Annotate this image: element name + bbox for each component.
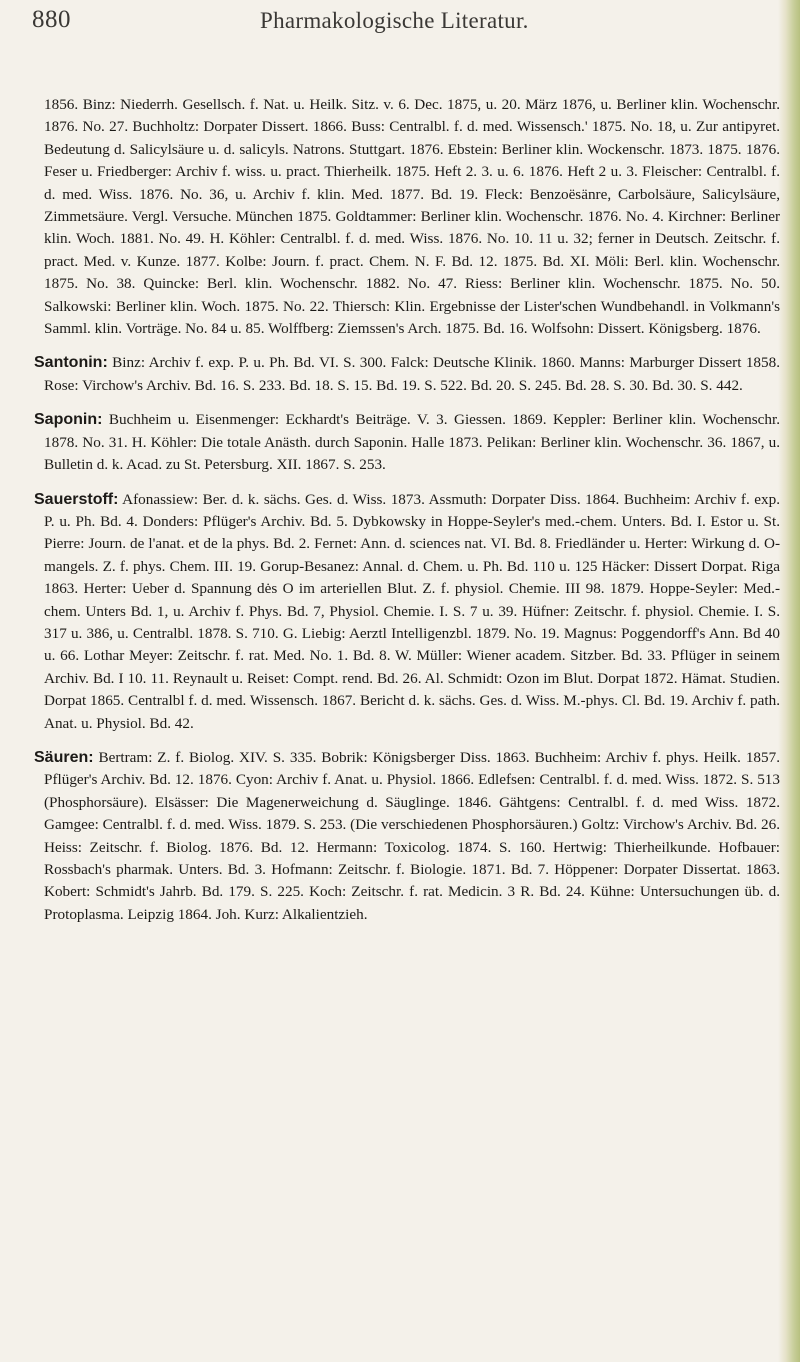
page-number: 880 (32, 6, 71, 33)
bibliography-entry-saponin (34, 409, 780, 476)
bibliography-entry-continued (34, 94, 780, 340)
entry-term: Säuren: (34, 748, 94, 766)
entry-term: Saponin: (34, 411, 103, 429)
bibliography-entry-santonin (34, 352, 780, 397)
bibliography-entry-sauerstoff (34, 489, 780, 735)
bibliography-body (34, 94, 780, 926)
entry-term: Santonin: (34, 354, 108, 372)
running-title: Pharmakologische Literatur. (260, 8, 529, 33)
page-edge-shadow (778, 0, 800, 1362)
bibliography-entry-saeuren (34, 747, 780, 926)
entry-text: Binz: Archiv f. exp. P. u. Ph. Bd. VI. S. 300. Falck: Deutsche Klinik. 1860. Manns: Marburger Dissert 1858. Rose: Virchow's Archiv. Bd. 16. S. 233. Bd. 18. S. 15. Bd. 19. S. 522. Bd. 20. S. 245. Bd. 28. S. 30. Bd. 30. S. 442. (44, 354, 780, 394)
entry-text: 1856. Binz: Niederrh. Gesellsch. f. Nat. u. Heilk. Sitz. v. 6. Dec. 1875, u. 20. März 1876, u. Berliner klin. Wochenschr. 1876. No. 27. Buchholtz: Dorpater Dissert. 1866. Buss: Centralbl. f. d. med. Wissensch.' 1875. No. 18, u. Zur antipyret. Bedeutung d. Salicylsäure u. d. salicyls. Natrons. Stuttgart. 1876. Ebstein: Berliner klin. Wockenschr. 1873. 1875. 1876. Feser u. Friedberger: Archiv f. wiss. u. pract. Thierheilk. 1875. Heft 2. 3. u. 6. 1876. Heft 2 u. 3. Fleischer: Centralbl. f. d. med. Wiss. 1876. No. 36, u. Archiv f. klin. Med. 1877. Bd. 19. Fleck: Benzoësänre, Carbolsäure, Salicylsäure, Zimmetsäure. Vergl. Versuche. München 1875. Goldtammer: Berliner klin. Wochenschr. 1876. No. 4. Kirchner: Berliner klin. Woch. 1881. No. 49. H. Köhler: Centralbl. f. d. med. Wiss. 1876. No. 10. 11 u. 32; ferner in Deutsch. Zeitschr. f. pract. Med. v. Kunze. 1877. Kolbe: Journ. f. pract. Chem. N. F. Bd. 12. 1875. Bd. XI. Möli: Berl. klin. Wochenschr. 1875. No. 38. Quincke: Berl. klin. Wochenschr. 1882. No. 47. Riess: Berliner klin. Wochenschr. 1875. No. 50. Salkowski: Berliner klin. Woch. 1875. No. 22. Thiersch: Klin. Ergebnisse der Lister'schen Wundbehandl. in Volkmann's Samml. klin. Vorträge. No. 84 u. 85. Wolffberg: Ziemssen's Arch. 1875. Bd. 16. Wolfsohn: Dissert. Königsberg. 1876. (44, 96, 780, 338)
page-header (0, 6, 800, 46)
entry-text: Afonassiew: Ber. d. k. sächs. Ges. d. Wiss. 1873. Assmuth: Dorpater Diss. 1864. Buchheim: Archiv f. exp. P. u. Ph. Bd. 4. Donders: Pflüger's Archiv. Bd. 5. Dybkowsky in Hoppe-Seyler's med.-chem. Unters. Bd. I. Estor u. St. Pierre: Journ. de l'anat. et de la phys. Bd. 2. Fernet: Ann. d. sciences nat. VI. Bd. 8. Friedländer u. Herter: Wirkung d. O-mangels. Z. f. phys. Chem. III. 19. Gorup-Besanez: Annal. d. Chem. u. Ph. Bd. 110 u. 125 Häcker: Dissert Dorpat. Riga 1863. Herter: Ueber d. Spannung dės O im arteriellen Blut. Z. f. physiol. Chemie. III 98. 1879. Hoppe-Seyler: Med.-chem. Unters Bd. 1, u. Archiv f. Phys. Bd. 7, Physiol. Chemie. I. S. 7 u. 39. Hüfner: Zeitschr. f. physiol. Chemie. I. S. 317 u. 386, u. Centralbl. 1878. S. 710. G. Liebig: Aerztl Intelligenzbl. 1879. No. 19. Magnus: Poggendorff's Ann. Bd 40 u. 66. Lothar Meyer: Zeitschr. f. rat. Med. No. 1. Bd. 8. W. Müller: Wiener academ. Sitzber. Bd. 33. Pflüger in seinem Archiv. Bd. I 10. 11. Reynault u. Reiset: Compt. rend. Bd. 26. Al. Schmidt: Ozon im Blut. Dorpat 1872. Hämat. Studien. Dorpat 1865. Centralbl f. d. med. Wissensch. 1867. Bericht d. k. sächs. Ges. d. Wiss. M.-phys. Cl. Bd. 19. Archiv f. path. Anat. u. Physiol. Bd. 42. (44, 490, 780, 732)
entry-term: Sauerstoff: (34, 490, 119, 508)
entry-text: Buchheim u. Eisenmenger: Eckhardt's Beiträge. V. 3. Giessen. 1869. Keppler: Berliner klin. Wochenschr. 1878. No. 31. H. Köhler: Die totale Anästh. durch Saponin. Halle 1873. Pelikan: Berliner klin. Wochenschr. 36. 1867, u. Bulletin d. k. Acad. zu St. Petersburg. XII. 1867. S. 253. (44, 411, 780, 474)
entry-text: Bertram: Z. f. Biolog. XIV. S. 335. Bobrik: Königsberger Diss. 1863. Buchheim: Archiv f. phys. Heilk. 1857. Pflüger's Archiv. Bd. 12. 1876. Cyon: Archiv f. Anat. u. Physiol. 1866. Edlefsen: Centralbl. f. d. med. Wiss. 1872. S. 513 (Phosphorsäure). Elsässer: Die Magenerweichung d. Säuglinge. 1846. Gähtgens: Centralbl. f. d. med Wiss. 1872. Gamgee: Centralbl. f. d. med. Wiss. 1879. S. 253. (Die verschiedenen Phosphorsäuren.) Goltz: Virchow's Archiv. Bd. 26. Heiss: Zeitschr. f. Biolog. 1876. Bd. 12. Hermann: Toxicolog. 1874. S. 160. Hertwig: Thierheilkunde. Hofbauer: Rossbach's pharmak. Unters. Bd. 3. Hofmann: Zeitschr. f. Biologie. 1871. Bd. 7. Höppener: Dorpater Dissertat. 1863. Kobert: Schmidt's Jahrb. Bd. 179. S. 225. Koch: Zeitschr. f. rat. Medicin. 3 R. Bd. 24. Kühne: Untersuchungen üb. d. Protoplasma. Leipzig 1864. Joh. Kurz: Alkalientzieh. (44, 748, 780, 923)
